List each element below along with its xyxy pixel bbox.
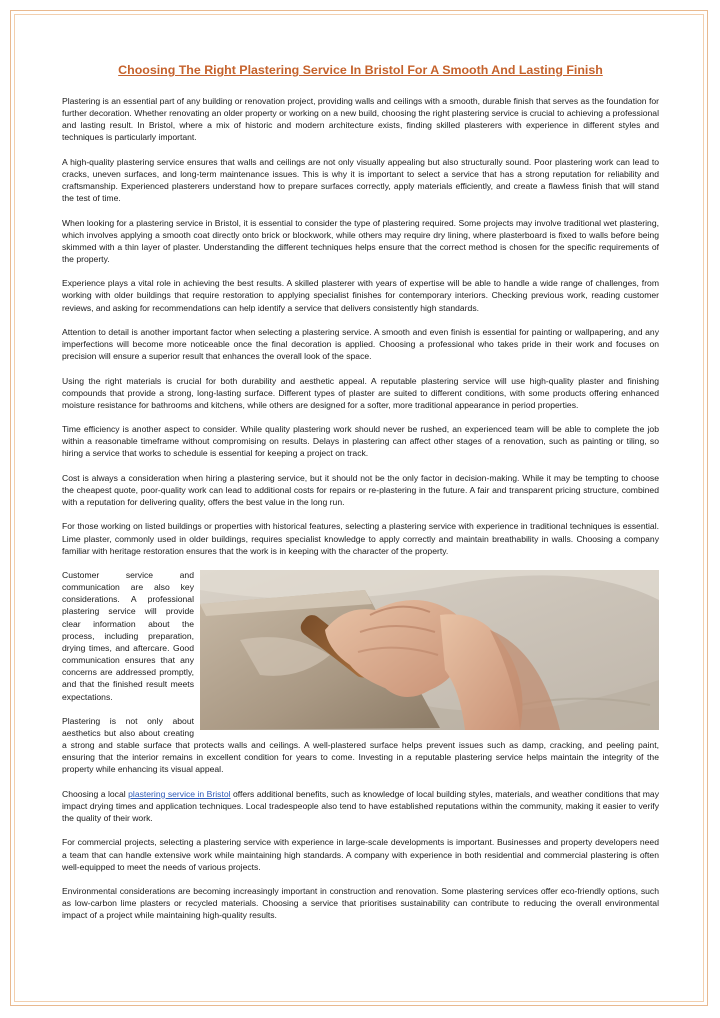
paragraph-1: Plastering is an essential part of any building or renovation project, providing walls and ceilings with a smooth, durable finish that serves as the foundation for further decoration. Whether renovating an older property or working on a new build, choosing the right plastering service is crucial to achieving a professional and lasting result. In Bristol, where a mix of historic and modern architecture exists, finding skilled plasterers with experience in different styles and techniques is particularly important. <box>62 96 659 143</box>
paragraph-2: A high-quality plastering service ensures that walls and ceilings are not only visually appealing but also structurally sound. Poor plastering work can lead to cracks, uneven surfaces, and long-term maintenance issues. This is why it is important to select a service that has a strong reputation for reliability and craftsmanship. Experienced plasterers understand how to prepare surfaces correctly, apply materials efficiently, and create a flawless finish that will stand the test of time. <box>62 156 659 204</box>
paragraph-8: Cost is always a consideration when hiring a plastering service, but it should not be the only factor in decision-making. While it may be tempting to choose the cheapest quote, poor-quality work can lead to additional costs for repairs or re-plastering in the future. A fair and transparent pricing structure, combined with a reputation for delivering quality, offers the best value in the long run. <box>62 472 659 508</box>
link-paragraph-after: offers additional benefits, such as knowledge of local building styles, materials, and weather conditions that may impact drying times and application techniques. Local tradespeople also tend to have established reputations within the community, making it easier to verify the quality of their work. <box>62 788 659 824</box>
paragraph-9: For those working on listed buildings or properties with historical features, selecting a plastering service with experience in traditional techniques is essential. Lime plaster, commonly used in older buildings, requires specialist knowledge to apply correctly and maintain breathability in walls. Choosing a company familiar with heritage restoration ensures that the work is in keeping with the character of the property. <box>62 521 659 556</box>
paragraph-10: Customer service and communication are also key considerations. A professional plastering service will provide clear information about the process, including preparation, drying times, and aftercare. Good communication ensures that any concerns are addressed promptly, and that the finished result meets expectations. <box>62 569 194 702</box>
paragraph-6: Using the right materials is crucial for both durability and aesthetic appeal. A reputable plastering service will use high-quality plaster and finishing compounds that provide a strong, long-lasting surface. Different types of plaster are suited to different conditions, with some products offering enhanced moisture resistance for bathrooms and kitchens, while others are designed for a softer, more traditional appearance in period properties. <box>62 375 659 410</box>
paragraph-5: Attention to detail is another important factor when selecting a plastering service. A smooth and even finish is essential for painting or wallpapering, and any imperfections will become more noticeable once the final decoration is applied. Choosing a professional who takes pride in their work and focuses on precision will ensure a superior result that enhances the overall look of the space. <box>62 326 659 362</box>
document-body <box>62 62 659 934</box>
paragraph-7: Time efficiency is another aspect to consider. While quality plastering work should never be rushed, an experienced team will be able to complete the job within a reasonable timeframe without compromising on results. Delays in plastering can affect other stages of a renovation, such as painting or tiling, so hiring a service that works to schedule is essential for keeping a project on track. <box>62 424 659 459</box>
link-paragraph-before: Choosing a local <box>62 788 129 799</box>
paragraph-3: When looking for a plastering service in Bristol, it is essential to consider the type of plastering required. Some projects may involve traditional wet plastering, which involves applying a smooth coat directly onto brick or blockwork, while others may require dry lining, where plasterboard is fixed to walls before being skimmed with a thin layer of plaster. Understanding the different techniques helps ensure that the correct method is chosen for the specific requirements of the property. <box>62 217 659 264</box>
plastering-trowel-photo <box>200 570 659 730</box>
paragraph-11: Plastering is not only about aesthetics but also about creating a strong and stable surface that protects walls and ceilings. A well-plastered surface helps prevent issues such as damp, cracking, and peeling paint, ensuring that the interior remains in excellent condition for years to come. Investing in a reputable plastering service helps maintain the integrity of the property while enhancing its visual appeal. <box>62 715 659 775</box>
document-title: Choosing The Right Plastering Service In Bristol For A Smooth And Lasting Finish <box>118 63 603 77</box>
paragraph-13: For commercial projects, selecting a plastering service with experience in large-scale developments is important. Businesses and property developers need a team that can handle extensive work while maintaining high standards. A company with experience in both residential and commercial plastering is often well-equipped to meet the needs of various projects. <box>62 837 659 872</box>
paragraph-4: Experience plays a vital role in achieving the best results. A skilled plasterer with years of expertise will be able to handle a wide range of challenges, from working with older buildings that require restoration to applying specialist finishes for contemporary interiors. Checking previous work, reading customer reviews, and asking for recommendations can help identify a service that delivers consistently high standards. <box>62 278 659 313</box>
plastering-service-link[interactable]: plastering service in Bristol <box>128 788 231 799</box>
image-wrap-block <box>62 569 659 776</box>
paragraph-14: Environmental considerations are becoming increasingly important in construction and renovation. Some plastering services offer eco-friendly options, such as low-carbon lime plasters or recycled materials. Choosing a service that prioritises sustainability can contribute to reducing the overall environmental impact of a project while maintaining high-quality results. <box>62 885 659 921</box>
paragraph-12 <box>62 788 659 824</box>
